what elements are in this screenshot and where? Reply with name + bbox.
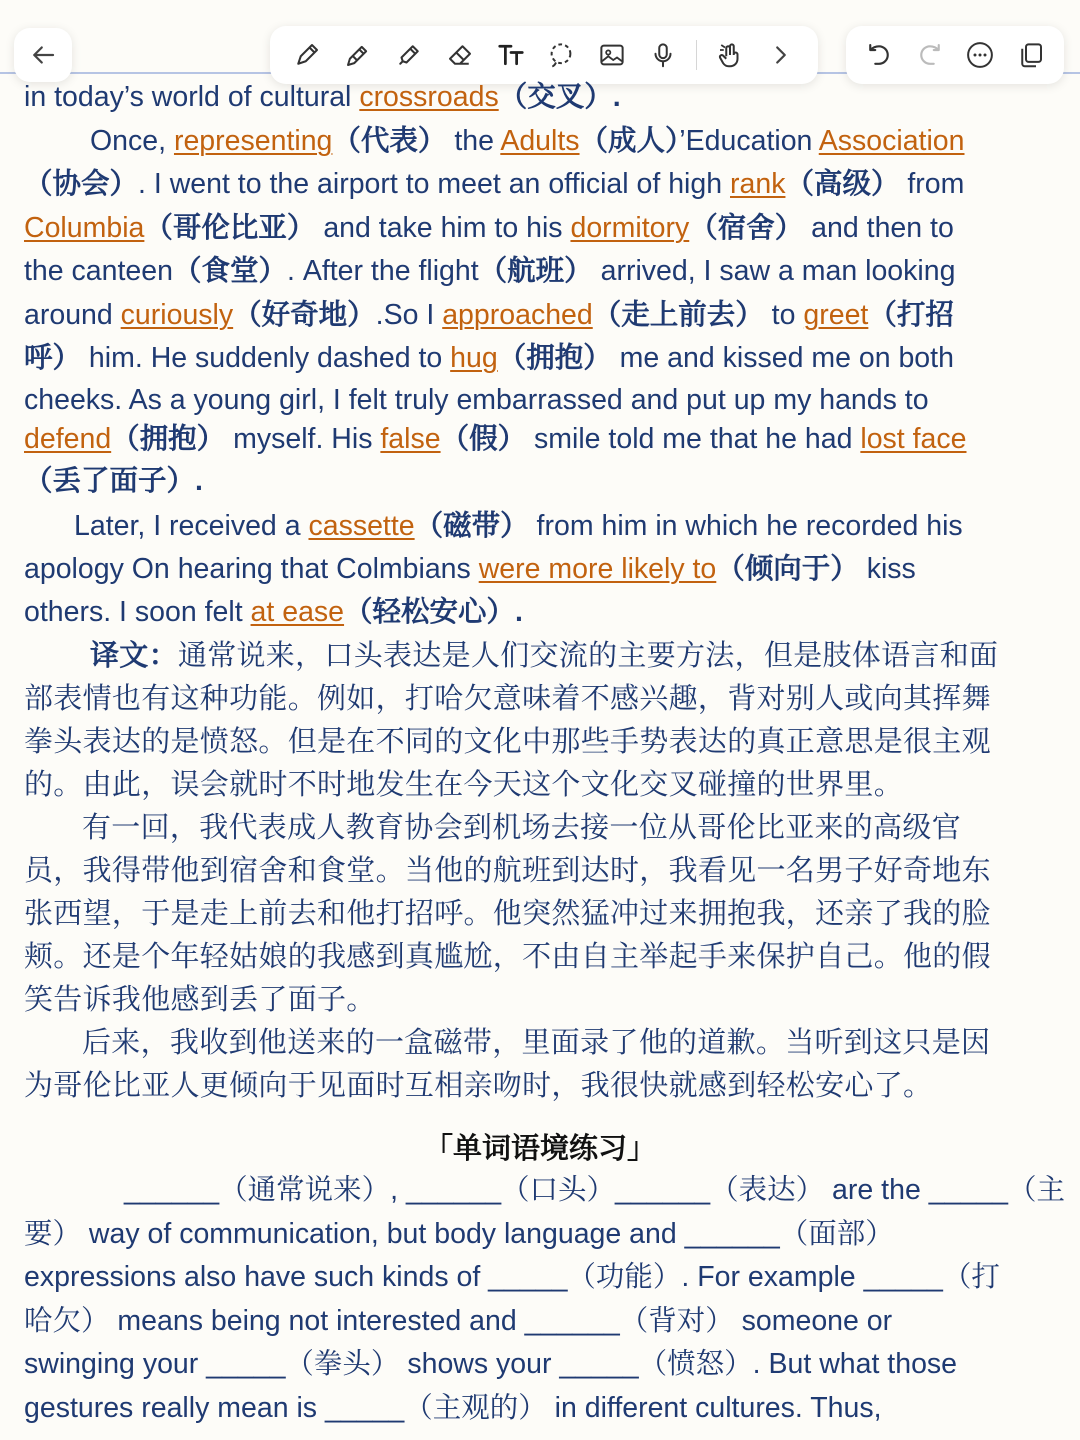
chinese-gloss: （倾向于） xyxy=(716,553,859,585)
pages-icon[interactable] xyxy=(1013,37,1049,73)
arrow-left-icon xyxy=(25,37,61,73)
text-segment: 张西望，于是走上前去和他打招呼。他突然猛冲过来拥抱我，还亲了我的脸 xyxy=(24,898,991,930)
text-segment: the xyxy=(446,125,501,157)
text-line xyxy=(24,380,929,420)
text-segment: 通常说来，口头表达是人们交流的主要方法，但是肢体语言和面 xyxy=(177,640,999,672)
text-line xyxy=(24,980,376,1020)
text-segment: 为哥伦比亚人更倾向于见面时互相亲吻时，我很快就感到轻松安心了。 xyxy=(24,1070,933,1102)
text-line xyxy=(24,1388,882,1428)
text-line xyxy=(24,461,203,501)
chinese-gloss: （轻松安心）. xyxy=(344,596,523,628)
chinese-gloss: （航班） xyxy=(478,255,593,287)
chevron-right-icon[interactable] xyxy=(763,37,799,73)
vocabulary-term: false xyxy=(380,423,441,455)
text-segment: myself. His xyxy=(225,423,381,455)
text-segment: gestures really mean is _____（主观的） in different cultures. Thus, xyxy=(24,1392,882,1424)
text-line xyxy=(90,636,998,676)
text-segment: Later, I received a xyxy=(74,510,309,542)
text-line xyxy=(24,894,991,934)
vocabulary-term: hug xyxy=(450,342,498,374)
text-line xyxy=(24,679,991,719)
text-line xyxy=(74,506,963,546)
text-segment: swinging your _____（拳头） shows your _____（愤怒）. But what those xyxy=(24,1348,958,1380)
text-segment: . After the flight xyxy=(286,255,479,287)
more-icon[interactable] xyxy=(962,37,998,73)
toolbar-separator xyxy=(696,40,697,70)
chinese-gloss: （食堂） xyxy=(172,255,287,287)
chinese-gloss: （丢了面子）. xyxy=(24,465,203,497)
chinese-gloss: （拥抱） xyxy=(111,423,226,455)
text-line xyxy=(24,1214,894,1254)
text-segment: 哈欠） means being not interested and ______（背对） someone or xyxy=(24,1305,893,1337)
text-segment: 笑告诉我他感到丢了面子。 xyxy=(24,984,376,1016)
vocabulary-term: cassette xyxy=(308,510,415,542)
vocabulary-term: greet xyxy=(803,299,869,331)
highlighter-icon[interactable] xyxy=(391,37,427,73)
document-actions-bar xyxy=(846,26,1064,84)
chinese-gloss: （拥抱） xyxy=(497,342,612,374)
text-segment: 要） way of communication, but body language and ______（面部） xyxy=(24,1218,894,1250)
text-segment: smile told me that he had xyxy=(526,423,861,455)
text-segment: and then to xyxy=(803,212,954,244)
touch-hand-icon[interactable] xyxy=(712,37,748,73)
vocabulary-term: approached xyxy=(442,299,593,331)
text-segment: ______（通常说来）, ______（口头）______（表达） are the _____（主 xyxy=(124,1174,1065,1206)
text-segment: in today’s world of cultural xyxy=(24,81,360,113)
text-line xyxy=(24,295,954,335)
text-segment: from xyxy=(899,168,965,200)
text-segment: 部表情也有这种功能。例如，打哈欠意味着不感兴趣，背对别人或向其挥舞 xyxy=(24,683,991,715)
text-line xyxy=(24,164,964,204)
text-segment: 拳头表达的是愤怒。但是在不同的文化中那些手势表达的真正意思是很主观 xyxy=(24,726,991,758)
text-segment: others. I soon felt xyxy=(24,596,251,628)
text-segment: around xyxy=(24,299,121,331)
text-segment: 后来，我收到他送来的一盒磁带，里面录了他的道歉。当听到这只是因 xyxy=(82,1027,991,1059)
drawing-tools-bar xyxy=(270,26,818,84)
text-line xyxy=(24,1301,892,1341)
text-line xyxy=(24,1344,957,1384)
vocabulary-term: defend xyxy=(24,423,112,455)
vocabulary-term: dormitory xyxy=(570,212,690,244)
vocabulary-term: Adults xyxy=(500,125,580,157)
chinese-gloss: （磁带） xyxy=(414,510,529,542)
vocabulary-term: curiously xyxy=(120,299,234,331)
text-segment: .So I xyxy=(375,299,443,331)
chinese-gloss: （好奇地） xyxy=(233,299,376,331)
text-segment: 的。由此，误会就时不时地发生在今天这个文化交叉碰撞的世界里。 xyxy=(24,769,904,801)
vocabulary-term: Columbia xyxy=(24,212,145,244)
text-segment: . I went to the airport to meet an official of high xyxy=(138,168,730,200)
text-line xyxy=(82,808,961,848)
vocabulary-term: Association xyxy=(818,125,965,157)
chinese-gloss: 译文： xyxy=(90,640,178,672)
text-line xyxy=(24,77,621,117)
text-line xyxy=(24,208,954,248)
text-line xyxy=(24,338,954,378)
redo-icon[interactable] xyxy=(912,37,948,73)
pen-icon[interactable] xyxy=(289,37,325,73)
text-line xyxy=(24,419,967,459)
chinese-gloss: （哥伦比亚） xyxy=(144,212,316,244)
chinese-gloss: （协会） xyxy=(24,168,139,200)
text-line xyxy=(24,592,523,632)
vocabulary-term: lost face xyxy=(860,423,967,455)
text-segment: 有一回，我代表成人教育协会到机场去接一位从哥伦比亚来的高级官 xyxy=(82,812,962,844)
text-line xyxy=(24,251,955,291)
text-line xyxy=(24,765,903,805)
text-segment: me and kissed me on both xyxy=(611,342,954,374)
text-line xyxy=(124,1170,1065,1210)
chinese-gloss: （高级） xyxy=(785,168,900,200)
text-line xyxy=(24,1257,1000,1297)
text-segment: to xyxy=(763,299,804,331)
text-line xyxy=(24,549,916,589)
eraser-icon[interactable] xyxy=(442,37,478,73)
text-segment: the canteen xyxy=(24,255,173,287)
text-tool-icon[interactable] xyxy=(493,37,529,73)
text-line xyxy=(82,1023,990,1063)
text-line xyxy=(24,937,991,977)
text-segment: expressions also have such kinds of _____（功能）. For example _____（打 xyxy=(24,1261,1000,1293)
text-segment: Once, xyxy=(90,125,174,157)
back-button[interactable] xyxy=(14,28,72,82)
microphone-icon[interactable] xyxy=(645,37,681,73)
text-line xyxy=(24,722,991,762)
text-segment: from him in which he recorded his xyxy=(528,510,963,542)
vocabulary-term: representing xyxy=(173,125,333,157)
chinese-gloss: （代表） xyxy=(332,125,447,157)
text-line xyxy=(24,1066,932,1106)
pencil-icon[interactable] xyxy=(340,37,376,73)
chinese-gloss: （成人） xyxy=(579,125,680,157)
text-segment: and take him to his xyxy=(315,212,571,244)
text-segment: 员，我得带他到宿舍和食堂。当他的航班到达时，我看见一名男子好奇地东 xyxy=(24,855,991,887)
vocabulary-term: crossroads xyxy=(359,81,499,113)
text-segment: 颊。还是个年轻姑娘的我感到真尴尬，不由自主举起手来保护自己。他的假 xyxy=(24,941,991,973)
image-icon[interactable] xyxy=(594,37,630,73)
text-segment: ’Education xyxy=(679,125,819,157)
chinese-gloss: 呼） xyxy=(24,342,82,374)
lasso-icon[interactable] xyxy=(543,37,579,73)
text-line xyxy=(24,851,991,891)
section-heading: 「单词语境练习」 xyxy=(423,1133,656,1165)
chinese-gloss: （打招 xyxy=(868,299,954,331)
text-segment: arrived, I saw a man looking xyxy=(592,255,956,287)
undo-icon[interactable] xyxy=(861,37,897,73)
vocabulary-term: rank xyxy=(730,168,786,200)
chinese-gloss: （走上前去） xyxy=(592,299,764,331)
chinese-gloss: （假） xyxy=(440,423,527,455)
text-segment: cheeks. As a young girl, I felt truly embarrassed and put up my hands to xyxy=(24,384,929,416)
text-segment: him. He suddenly dashed to xyxy=(81,342,451,374)
text-line xyxy=(90,121,965,161)
chinese-gloss: （交叉）. xyxy=(498,81,621,113)
vocabulary-term: were more likely to xyxy=(478,553,717,585)
vocabulary-term: at ease xyxy=(250,596,345,628)
text-segment: apology On hearing that Colmbians xyxy=(24,553,479,585)
text-segment: kiss xyxy=(858,553,916,585)
chinese-gloss: （宿舍） xyxy=(689,212,804,244)
